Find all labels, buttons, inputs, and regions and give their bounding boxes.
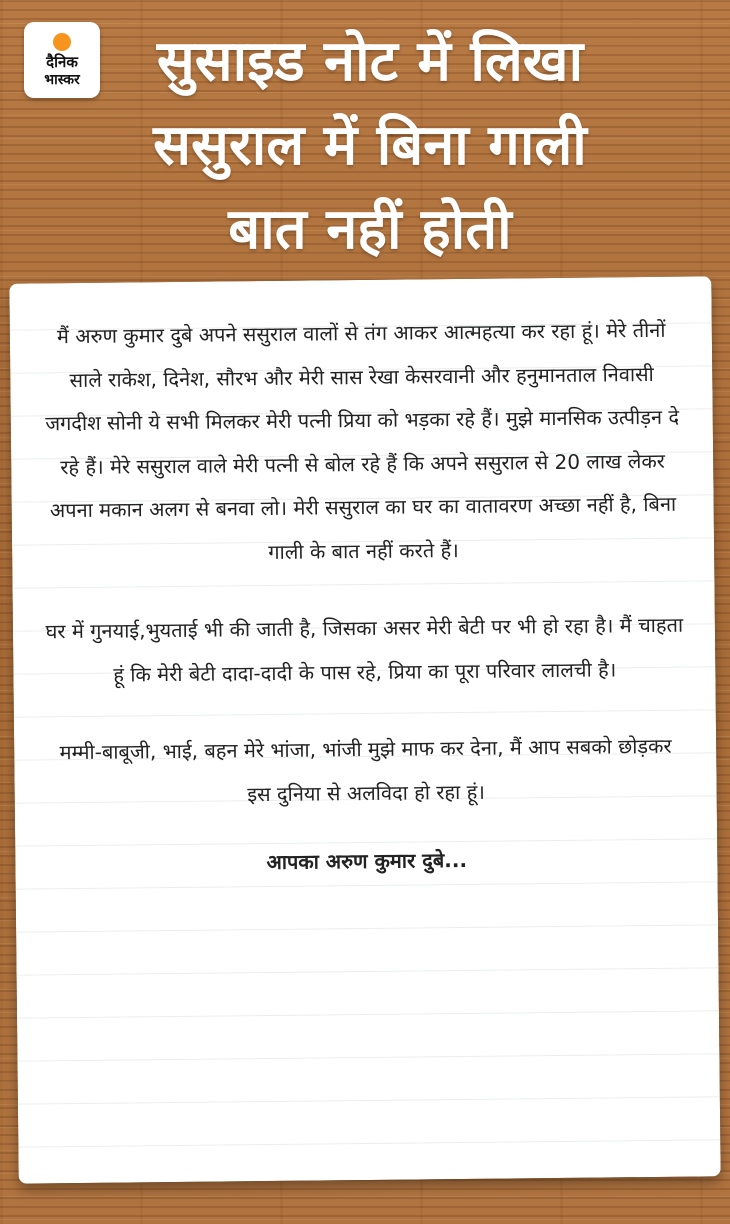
note-paragraph: मम्मी-बाबूजी, भाई, बहन मेरे भांजा, भांजी मुझे माफ कर देना, मैं आप सबको छोड़कर इस दुनिया से अलविदा हो रहा हूं। [59,733,672,806]
headline-line: ससुराल में बिना गाली [153,113,587,178]
headline [100,20,640,272]
headline-line: बात नहीं होती [228,197,512,262]
note-signature: आपका अरुण कुमार दुबे... [266,847,468,875]
logo-text-line2: भास्कर [44,72,80,88]
suicide-note-text [41,309,687,885]
note-paragraph: मैं अरुण कुमार दुबे अपने ससुराल वालों से तंग आकर आत्महत्या कर रहा हूं। मेरे तीनों साले राकेश, दिनेश, सौरभ और मेरी सास रेखा केसरवानी और हनुमानताल निवासी जगदीश सोनी ये सभी मिलकर मेरी पत्नी प्रिया को भड़का रहे हैं। मुझे मानसिक उत्पीड़न दे रहे हैं। मेरे ससुराल वाले मेरी पत्नी से बोल रहे हैं कि अपने ससुराल से 20 लाख लेकर अपना मकान अलग से बनवा लो। मेरी ससुराल का घर का वातावरण अच्छा नहीं है, बिना गाली के बात नहीं करते हैं। [45,317,680,564]
sun-icon [53,33,71,51]
dainik-bhaskar-logo [24,22,100,98]
note-paragraph: घर में गुनयाई,भुयताई भी की जाती है, जिसका असर मेरी बेटी पर भी हो रहा है। मैं चाहता हूं कि मेरी बेटी दादा-दादी के पास रहे, प्रिया का पूरा परिवार लालची है। [45,612,684,687]
logo-text-line1: दैनिक [46,53,78,71]
headline-line: सुसाइड नोट में लिखा [156,29,584,94]
